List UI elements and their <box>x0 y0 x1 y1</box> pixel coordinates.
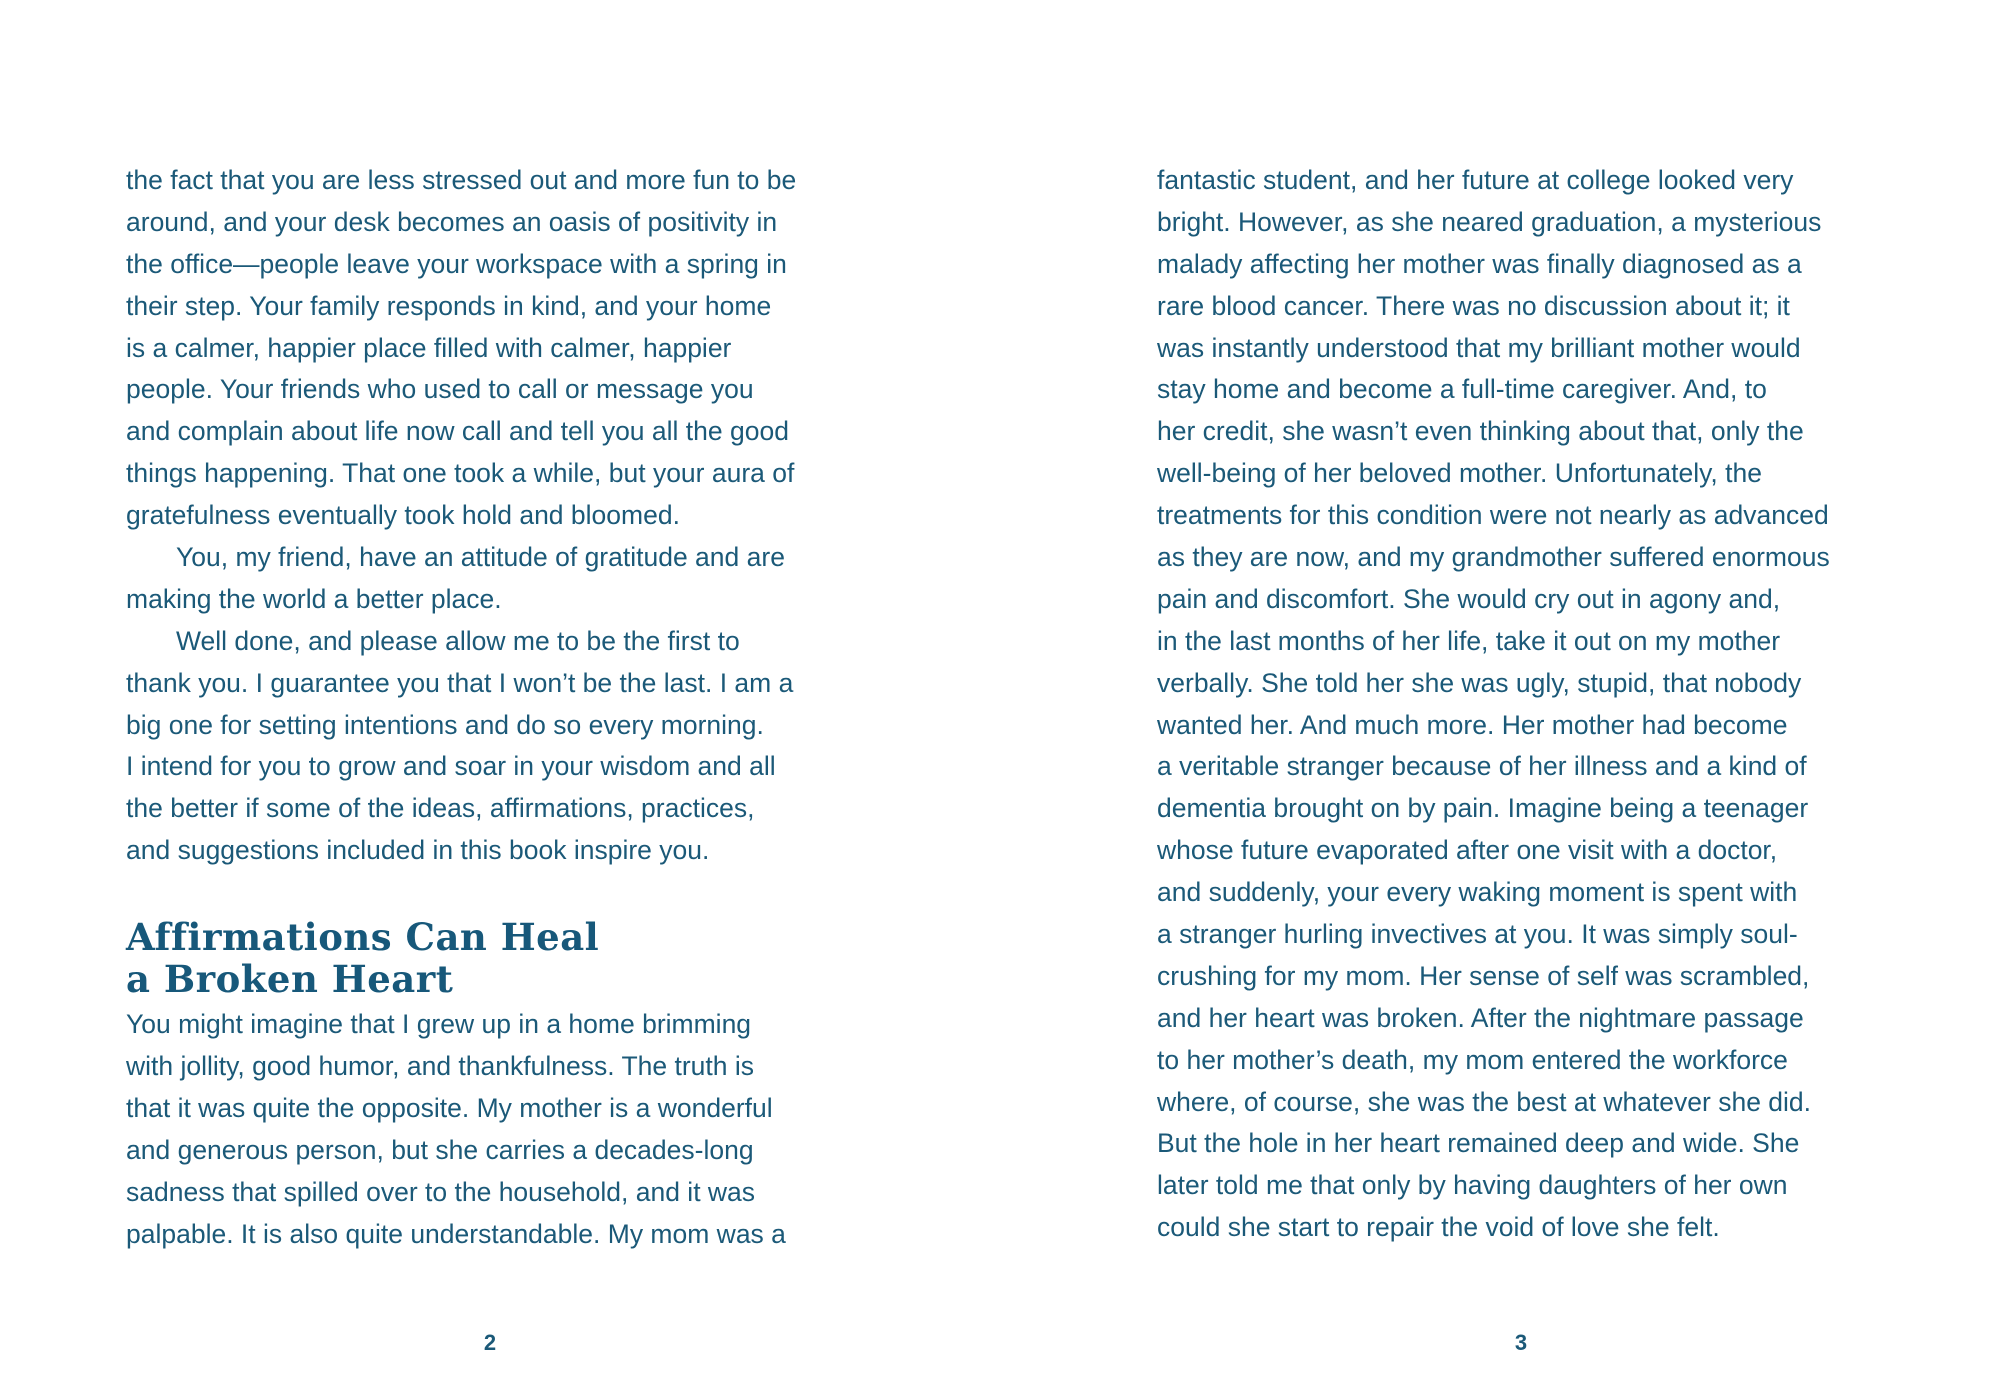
text-line: sadness that spilled over to the household, and it was <box>126 1176 756 1207</box>
text-line: people. Your friends who used to call or message you <box>126 374 754 405</box>
text-line: big one for setting intentions and do so every morning. <box>126 709 764 740</box>
text-line: was instantly understood that my brilliant mother would <box>1157 332 1801 363</box>
text-line: stay home and become a full-time caregiver. And, to <box>1157 374 1767 405</box>
text-line: that it was quite the opposite. My mother is a wonderful <box>126 1092 773 1123</box>
text-line: rare blood cancer. There was no discussion about it; it <box>1157 290 1790 321</box>
page-number: 3 <box>1514 1330 1528 1355</box>
text-line: You might imagine that I grew up in a home brimming <box>126 1009 752 1040</box>
text-line: You, my friend, have an attitude of gratitude and are <box>176 542 785 573</box>
text-line: to her mother’s death, my mom entered the workforce <box>1157 1044 1788 1075</box>
text-line: dementia brought on by pain. Imagine being a teenager <box>1157 793 1809 824</box>
text-line: crushing for my mom. Her sense of self was scrambled, <box>1157 960 1810 991</box>
text-line: treatments for this condition were not nearly as advanced <box>1157 500 1829 531</box>
section-heading-line-2: a Broken Heart <box>126 957 454 1002</box>
text-line: the fact that you are less stressed out and more fun to be <box>126 165 797 195</box>
text-line: malady affecting her mother was finally diagnosed as a <box>1157 248 1802 279</box>
text-line: in the last months of her life, take it out on my mother <box>1157 625 1781 656</box>
text-line: I intend for you to grow and soar in your wisdom and all <box>126 751 776 782</box>
text-line: where, of course, she was the best at whatever she did. <box>1157 1086 1812 1117</box>
text-line: wanted her. And much more. Her mother had become <box>1157 709 1788 740</box>
paragraph-block <box>1157 160 1897 1249</box>
text-line: later told me that only by having daughters of her own <box>1157 1170 1788 1201</box>
text-line: fantastic student, and her future at college looked very <box>1157 165 1794 195</box>
text-line: could she start to repair the void of love she felt. <box>1157 1212 1720 1243</box>
text-line: and suddenly, your every waking moment is spent with <box>1157 877 1798 908</box>
text-line: But the hole in her heart remained deep and wide. She <box>1157 1128 1800 1159</box>
text-line: a veritable stranger because of her illness and a kind of <box>1157 751 1807 782</box>
text-line: around, and your desk becomes an oasis of positivity in <box>126 206 778 237</box>
text-line: and complain about life now call and tell you all the good <box>126 416 789 447</box>
text-line: verbally. She told her she was ugly, stupid, that nobody <box>1157 667 1802 698</box>
text-line: their step. Your family responds in kind, and your home <box>126 290 772 321</box>
text-line: and generous person, but she carries a decades-long <box>126 1134 754 1165</box>
text-line: the office—people leave your workspace with a spring in <box>126 248 787 279</box>
text-line: the better if some of the ideas, affirmations, practices, <box>126 793 755 824</box>
text-line: as they are now, and my grandmother suffered enormous <box>1157 542 1830 573</box>
text-line: palpable. It is also quite understandable. My mom was a <box>126 1218 786 1249</box>
text-line: is a calmer, happier place filled with calmer, happier <box>126 332 732 363</box>
text-line: and her heart was broken. After the nightmare passage <box>1157 1002 1804 1033</box>
page-number: 2 <box>483 1330 497 1355</box>
section-heading <box>126 916 866 1000</box>
text-line: a stranger hurling invectives at you. It was simply soul- <box>1157 919 1798 950</box>
paragraph-block-before-heading <box>126 160 866 872</box>
text-line: things happening. That one took a while, but your aura of <box>126 458 795 489</box>
text-line: gratefulness eventually took hold and bloomed. <box>126 500 680 531</box>
text-line: her credit, she wasn’t even thinking about that, only the <box>1157 416 1804 447</box>
section-heading-line-1: Affirmations Can Heal <box>126 915 600 960</box>
text-line: with jollity, good humor, and thankfulness. The truth is <box>126 1051 755 1082</box>
text-line: bright. However, as she neared graduation, a mysterious <box>1157 206 1822 237</box>
right-page <box>1000 0 2000 1400</box>
text-line: and suggestions included in this book inspire you. <box>126 835 710 866</box>
text-line: well-being of her beloved mother. Unfortunately, the <box>1157 458 1762 489</box>
left-page-text <box>126 160 866 1255</box>
text-line: thank you. I guarantee you that I won’t be the last. I am a <box>126 667 794 698</box>
paragraph-block-after-heading <box>126 1004 866 1255</box>
text-line: making the world a better place. <box>126 583 502 614</box>
text-line: pain and discomfort. She would cry out in agony and, <box>1157 583 1781 614</box>
text-line: whose future evaporated after one visit with a doctor, <box>1157 835 1778 866</box>
text-line: Well done, and please allow me to be the first to <box>176 625 740 656</box>
right-page-text <box>1157 160 1897 1249</box>
